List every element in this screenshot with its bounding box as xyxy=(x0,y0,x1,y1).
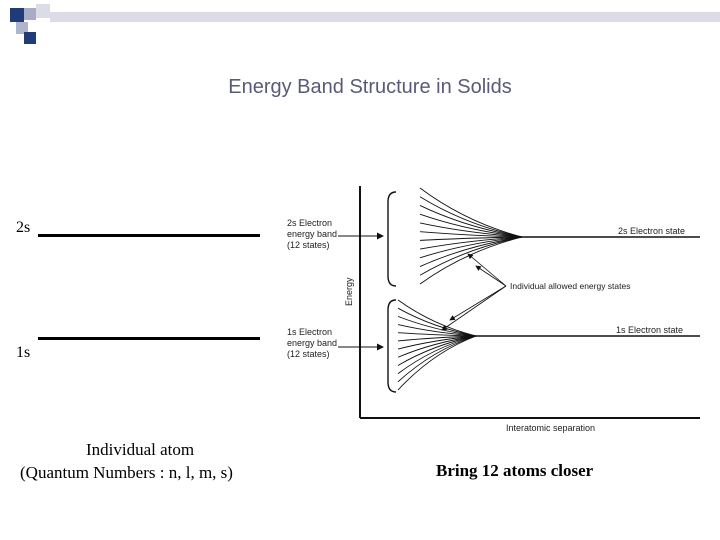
right-caption: Bring 12 atoms closer xyxy=(436,461,594,480)
allowed-arrow-3 xyxy=(450,286,506,320)
level-2s-line xyxy=(38,234,260,237)
band-1s-bracket xyxy=(388,300,396,392)
band-1s-fan xyxy=(398,300,476,390)
header-square-1 xyxy=(10,8,24,22)
header-bar xyxy=(50,12,720,22)
band-diagram xyxy=(270,180,710,440)
band-2s-label-1: 2s Electron xyxy=(287,218,333,228)
band-1s-label-1: 1s Electron xyxy=(287,327,333,337)
band-2s-state-curve xyxy=(420,197,522,237)
quantum-numbers-caption: (Quantum Numbers : n, l, m, s) xyxy=(20,463,233,482)
individual-atom-caption: Individual atom xyxy=(86,440,195,459)
x-axis-label: Interatomic separation xyxy=(506,423,596,433)
header-square-3 xyxy=(36,4,50,18)
header-square-2 xyxy=(24,8,36,20)
band-2s-label-2: energy band xyxy=(287,229,338,239)
level-1s-line xyxy=(38,337,260,340)
band-1s-state-curve xyxy=(398,300,476,336)
header-square-5 xyxy=(24,32,36,44)
level-1s-label: 1s xyxy=(16,344,31,361)
band-2s-bracket xyxy=(388,192,396,286)
allowed-arrow-1 xyxy=(468,254,506,286)
band-1s-label-2: energy band xyxy=(287,338,338,348)
state-2s-label: 2s Electron state xyxy=(618,226,686,236)
allowed-states-label: Individual allowed energy states xyxy=(510,281,631,291)
level-2s-label: 2s xyxy=(16,219,31,236)
allowed-arrow-2 xyxy=(476,266,506,286)
y-axis-label: Energy xyxy=(344,277,354,306)
band-2s-fan xyxy=(420,188,522,284)
slide-title: Energy Band Structure in Solids xyxy=(228,76,512,98)
state-1s-label: 1s Electron state xyxy=(616,325,684,335)
band-2s-label-3: (12 states) xyxy=(287,240,330,250)
band-1s-label-3: (12 states) xyxy=(287,349,330,359)
allowed-arrow-4 xyxy=(442,286,506,330)
band-1s-state-curve xyxy=(398,336,476,374)
